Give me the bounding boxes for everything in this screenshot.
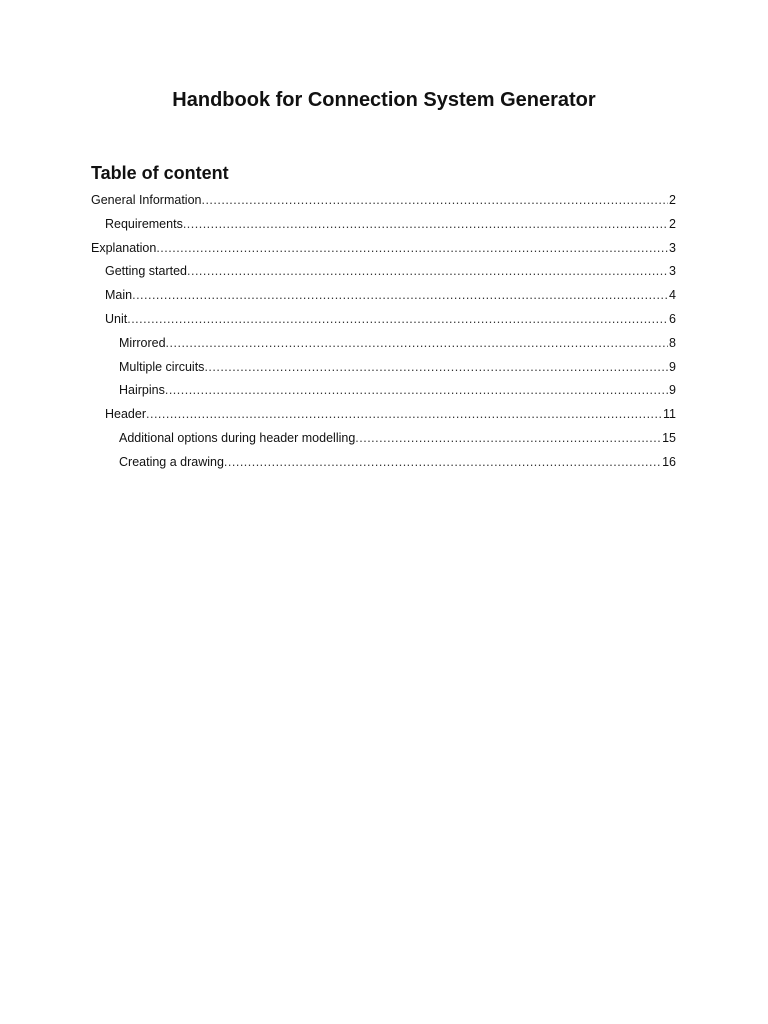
toc-entry-creating-a-drawing[interactable] bbox=[91, 451, 676, 475]
toc-dot-leader bbox=[132, 284, 668, 308]
toc-entry-getting-started[interactable] bbox=[91, 260, 676, 284]
toc-page-number: 4 bbox=[669, 288, 676, 303]
toc-page-number: 9 bbox=[669, 359, 676, 374]
toc-entry-explanation[interactable] bbox=[91, 237, 676, 261]
toc-page-number: 11 bbox=[663, 407, 676, 422]
toc-page-number: 8 bbox=[669, 335, 676, 350]
toc-entry-header[interactable] bbox=[91, 403, 676, 427]
toc-page-number: 3 bbox=[669, 240, 676, 255]
toc-entry-text: Multiple circuits bbox=[119, 359, 205, 374]
toc-entry-text: Requirements bbox=[105, 216, 183, 231]
toc-dot-leader bbox=[355, 427, 661, 451]
toc-entry-text: Getting started bbox=[105, 264, 187, 279]
table-of-contents bbox=[91, 189, 676, 475]
toc-dot-leader bbox=[183, 213, 668, 237]
toc-entry-unit[interactable] bbox=[91, 308, 676, 332]
toc-entry-main[interactable] bbox=[91, 284, 676, 308]
toc-dot-leader bbox=[156, 237, 668, 261]
toc-dot-leader bbox=[166, 332, 669, 356]
toc-dot-leader bbox=[201, 189, 668, 213]
toc-entry-multiple-circuits[interactable] bbox=[91, 356, 676, 380]
toc-entry-text: Additional options during header modelling bbox=[119, 430, 356, 445]
toc-entry-text: Unit bbox=[105, 311, 128, 326]
toc-page-number: 3 bbox=[669, 264, 676, 279]
toc-entry-requirements[interactable] bbox=[91, 213, 676, 237]
toc-dot-leader bbox=[146, 403, 662, 427]
toc-entry-text: Main bbox=[105, 288, 133, 303]
toc-entry-text: Hairpins bbox=[119, 383, 165, 398]
toc-page-number: 15 bbox=[662, 430, 676, 445]
toc-entry-text: Creating a drawing bbox=[119, 454, 224, 469]
toc-entry-mirrored[interactable] bbox=[91, 332, 676, 356]
toc-dot-leader bbox=[127, 308, 668, 332]
toc-dot-leader bbox=[187, 260, 668, 284]
toc-dot-leader bbox=[224, 451, 661, 475]
document-title: Handbook for Connection System Generator bbox=[172, 89, 596, 111]
toc-entry-additional-options[interactable] bbox=[91, 427, 676, 451]
toc-entry-text: General Information bbox=[91, 193, 202, 207]
toc-entry-hairpins[interactable] bbox=[91, 379, 676, 403]
toc-page-number: 16 bbox=[662, 454, 676, 469]
toc-page-number: 2 bbox=[669, 216, 676, 231]
toc-page-number: 6 bbox=[669, 311, 676, 326]
toc-page-number: 2 bbox=[669, 193, 676, 207]
toc-heading: Table of content bbox=[91, 163, 229, 183]
toc-entry-text: Mirrored bbox=[119, 335, 166, 350]
toc-dot-leader bbox=[204, 356, 668, 380]
toc-dot-leader bbox=[165, 379, 668, 403]
toc-entry-text: Header bbox=[105, 407, 146, 422]
toc-entry-text: Explanation bbox=[91, 240, 157, 255]
toc-entry-general-information[interactable] bbox=[91, 189, 676, 213]
toc-page-number: 9 bbox=[669, 383, 676, 398]
